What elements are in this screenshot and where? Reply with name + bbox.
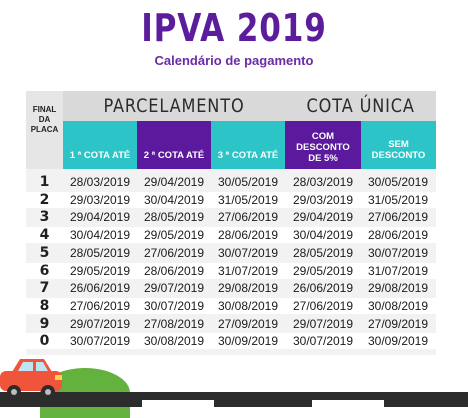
date-cell-c2: 29/04/2019: [143, 175, 205, 189]
plate-digit: 6: [39, 262, 50, 279]
date-cell-c3: 27/06/2019: [217, 210, 279, 225]
parcelamento-header: [63, 91, 285, 121]
parcelamento-label: PARCELAMENTO: [103, 95, 245, 117]
date-cell-c1: 30/07/2019: [69, 334, 131, 349]
date-cell-c2: 29/05/2019: [143, 228, 205, 243]
date-cell-c5: 30/05/2019: [367, 175, 429, 189]
plate-digit: 3: [39, 209, 50, 226]
column-header-com-desconto: COM DESCONTO DE 5%: [285, 121, 361, 169]
date-cell-c1: 29/05/2019: [69, 263, 131, 278]
placa-column-header: FINAL DA PLACA: [26, 91, 63, 169]
plate-digit: 1: [39, 174, 50, 190]
cota-unica-header: [285, 91, 436, 121]
plate-digit: 9: [39, 315, 50, 332]
car-icon: [0, 357, 70, 401]
column-header-sem-desconto: SEM DESCONTO: [361, 121, 436, 169]
date-cell-c4: 30/04/2019: [292, 228, 354, 243]
table-row: [26, 316, 436, 332]
date-cell-c1: 30/04/2019: [69, 228, 131, 243]
road-marking: [142, 400, 214, 407]
date-cell-c1: 26/06/2019: [69, 281, 131, 296]
table-row: [26, 192, 436, 208]
date-cell-c5: 27/09/2019: [367, 316, 429, 331]
date-cell-c1: 28/05/2019: [69, 245, 131, 260]
date-cell-c3: 30/08/2019: [217, 298, 279, 313]
date-cell-c2: 28/05/2019: [143, 210, 205, 225]
page-title: IPVA 2019: [141, 6, 327, 50]
table-row: [26, 227, 436, 243]
date-cell-c5: 30/09/2019: [367, 334, 429, 349]
date-cell-c4: 29/04/2019: [292, 210, 354, 225]
date-cell-c5: 29/08/2019: [367, 281, 429, 296]
date-cell-c5: 27/06/2019: [367, 210, 429, 225]
date-cell-c3: 30/07/2019: [217, 245, 279, 260]
date-cell-c4: 27/06/2019: [292, 298, 354, 313]
table-row: [26, 209, 436, 225]
date-cell-c4: 28/05/2019: [292, 245, 354, 260]
date-cell-c5: 30/08/2019: [367, 298, 429, 313]
date-cell-c3: 28/06/2019: [217, 228, 279, 243]
date-cell-c1: 29/07/2019: [69, 316, 131, 331]
date-cell-c4: 28/03/2019: [292, 175, 354, 189]
date-cell-c3: 29/08/2019: [217, 281, 279, 296]
date-cell-c1: 29/03/2019: [69, 192, 131, 207]
plate-digit: 5: [39, 244, 50, 261]
date-cell-c3: 27/09/2019: [217, 316, 279, 331]
date-cell-c4: 29/05/2019: [292, 263, 354, 278]
date-cell-c3: 31/07/2019: [217, 263, 279, 278]
table-row: [26, 280, 436, 296]
date-cell-c3: 30/05/2019: [217, 175, 279, 189]
table-row: [26, 298, 436, 314]
road-marking: [312, 400, 384, 407]
date-cell-c5: 31/07/2019: [367, 263, 429, 278]
date-cell-c4: 29/07/2019: [292, 316, 354, 331]
date-cell-c4: 30/07/2019: [292, 334, 354, 349]
date-cell-c5: 31/05/2019: [367, 192, 429, 207]
road-decoration: [0, 392, 468, 407]
table-row: [26, 245, 436, 261]
plate-digit: 7: [39, 280, 50, 297]
date-cell-c1: 28/03/2019: [69, 175, 131, 189]
table-row: [26, 174, 436, 190]
date-cell-c4: 29/03/2019: [292, 192, 354, 207]
date-cell-c2: 29/07/2019: [143, 281, 205, 296]
date-cell-c1: 27/06/2019: [69, 298, 131, 313]
date-cell-c2: 30/08/2019: [143, 334, 205, 349]
column-header-2a-cota: 2 ª COTA ATÉ: [137, 121, 211, 169]
plate-digit: 2: [39, 191, 50, 208]
table-row: [26, 263, 436, 279]
date-cell-c5: 30/07/2019: [367, 245, 429, 260]
cota-unica-label: COTA ÚNICA: [306, 95, 415, 117]
plate-digit: 8: [39, 297, 50, 314]
date-cell-c4: 26/06/2019: [292, 281, 354, 296]
date-cell-c2: 30/04/2019: [143, 192, 205, 207]
date-cell-c1: 29/04/2019: [69, 210, 131, 225]
table-row: [26, 333, 436, 349]
date-cell-c2: 27/06/2019: [143, 245, 205, 260]
date-cell-c5: 28/06/2019: [367, 228, 429, 243]
page-subtitle: Calendário de pagamento: [154, 53, 314, 68]
date-cell-c3: 31/05/2019: [217, 192, 279, 207]
date-cell-c2: 27/08/2019: [143, 316, 205, 331]
date-cell-c2: 30/07/2019: [143, 298, 205, 313]
plate-digit: 4: [39, 227, 50, 244]
plate-digit: 0: [39, 333, 50, 350]
column-header-1a-cota: 1 ª COTA ATÉ: [63, 121, 137, 169]
date-cell-c2: 28/06/2019: [143, 263, 205, 278]
date-cell-c3: 30/09/2019: [217, 334, 279, 349]
column-header-3a-cota: 3 ª COTA ATÉ: [211, 121, 285, 169]
